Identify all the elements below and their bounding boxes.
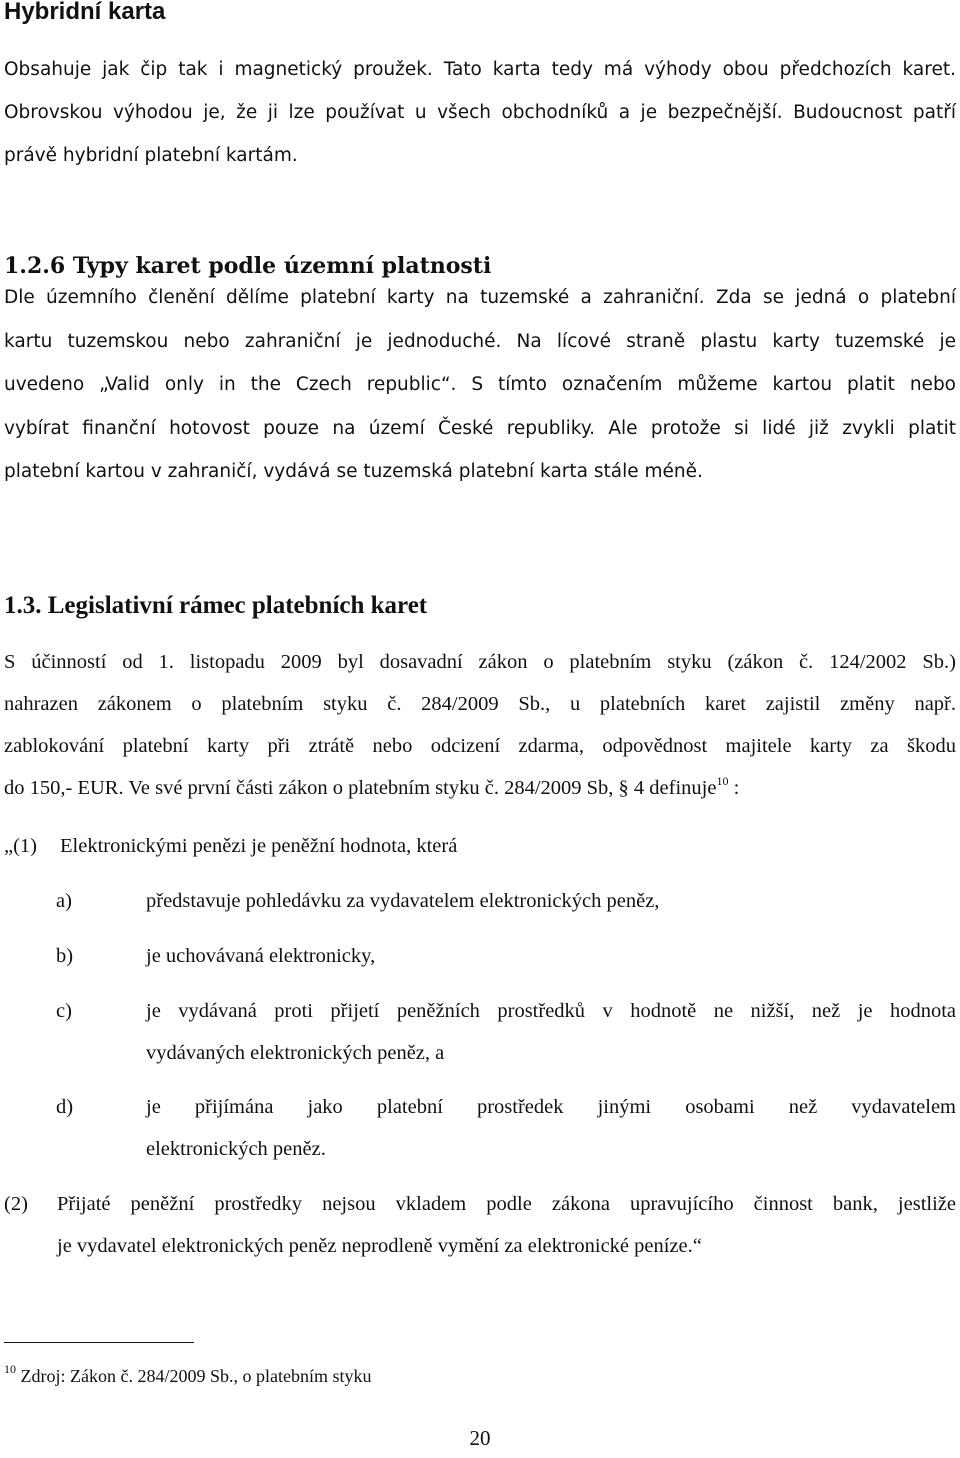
quote-subitem-c (56, 990, 956, 1074)
paragraph-line: Dle územního členění dělíme platební karty na tuzemské a zahraniční. Zda se jedná o platební (4, 287, 956, 308)
page-number: 20 (469, 1426, 491, 1450)
paragraph-line: kartu tuzemskou nebo zahraniční je jednoduché. Na lícové straně plastu karty tuzemské je (4, 330, 956, 352)
paragraph-line: Obrovskou výhodou je, že ji lze používat u všech obchodníků a je bezpečnější. Budoucnost patří (4, 102, 956, 123)
paragraph-line: S účinností od 1. listopadu 2009 byl dosavadní zákon o platebním styku (zákon č. 124/2002 Sb.) (4, 651, 956, 673)
section-heading-1-3: 1.3. Legislativní rámec platebních karet (4, 592, 428, 619)
subitem-text-line: je vydávaná proti přijetí peněžních prostředků v hodnotě ne nižší, než je hodnota (146, 1000, 956, 1022)
item-text: Elektronickými penězi je peněžní hodnota, která (60, 835, 458, 857)
subitem-label: a) (56, 890, 72, 912)
quote-subitem-d (56, 1086, 956, 1170)
territorial-validity-paragraph (4, 276, 956, 494)
subitem-label: c) (56, 1000, 72, 1022)
section-title-hybrid-card: Hybridní karta (4, 0, 166, 25)
quote-item-2 (4, 1183, 956, 1267)
subitem-text-line: je přijímána jako platební prostředek jinými osobami než vydavatelem (146, 1096, 956, 1118)
subitem-text: je uchovávaná elektronicky, (146, 945, 376, 967)
subitem-text-line: vydávaných elektronických peněz, a (146, 1042, 445, 1064)
item-text-line: je vydavatel elektronických peněz neprodleně vymění za elektronické peníze.“ (57, 1235, 702, 1257)
subitem-label: d) (56, 1096, 74, 1118)
hybrid-card-paragraph (4, 48, 956, 177)
paragraph-line (4, 767, 956, 809)
footnote-reference[interactable]: 10 (716, 774, 729, 788)
paragraph-line: uvedeno „Valid only in the Czech republic“. S tímto označením můžeme kartou platit nebo (4, 374, 956, 395)
item-label: (2) (4, 1193, 28, 1215)
footnote-separator (4, 1342, 194, 1343)
footnote-number: 10 (4, 1362, 16, 1376)
paragraph-line: nahrazen zákonem o platebním styku č. 284/2009 Sb., u platebních karet zajistil změny např. (4, 693, 956, 715)
subitem-label: b) (56, 945, 74, 967)
paragraph-line-text: do 150,- EUR. Ve své první části zákon o platebním styku č. 284/2009 Sb, § 4 definuje (4, 777, 717, 799)
section-heading-1-2-6: 1.2.6 Typy karet podle územní platnosti (4, 253, 492, 279)
subitem-text-line: elektronických peněz. (146, 1138, 326, 1160)
item-label: „(1) (4, 835, 38, 857)
paragraph-line: vybírat finanční hotovost pouze na území České republiky. Ale protože si lidé již zvykli platit (4, 417, 956, 439)
paragraph-line: platební kartou v zahraničí, vydává se tuzemská platební karta stále méně. (4, 461, 703, 482)
paragraph-line: právě hybridní platební kartám. (4, 145, 298, 166)
quote-item-1 (4, 825, 956, 867)
subitem-text: představuje pohledávku za vydavatelem elektronických peněz, (146, 890, 660, 912)
paragraph-line: zablokování platební karty při ztrátě nebo odcizení zdarma, odpovědnost majitele karty za škodu (4, 735, 956, 757)
legislation-paragraph (4, 641, 956, 809)
footnote-text: Zdroj: Zákon č. 284/2009 Sb., o platebním styku (20, 1366, 372, 1386)
paragraph-line: Obsahuje jak čip tak i magnetický proužek. Tato karta tedy má výhody obou předchozích karet. (4, 59, 956, 80)
colon: : (733, 777, 740, 799)
quote-subitem-b (56, 935, 956, 977)
quote-subitem-a (56, 880, 956, 922)
item-text-line: Přijaté peněžní prostředky nejsou vkladem podle zákona upravujícího činnost bank, jestliže (57, 1193, 956, 1215)
footnote (4, 1364, 371, 1388)
